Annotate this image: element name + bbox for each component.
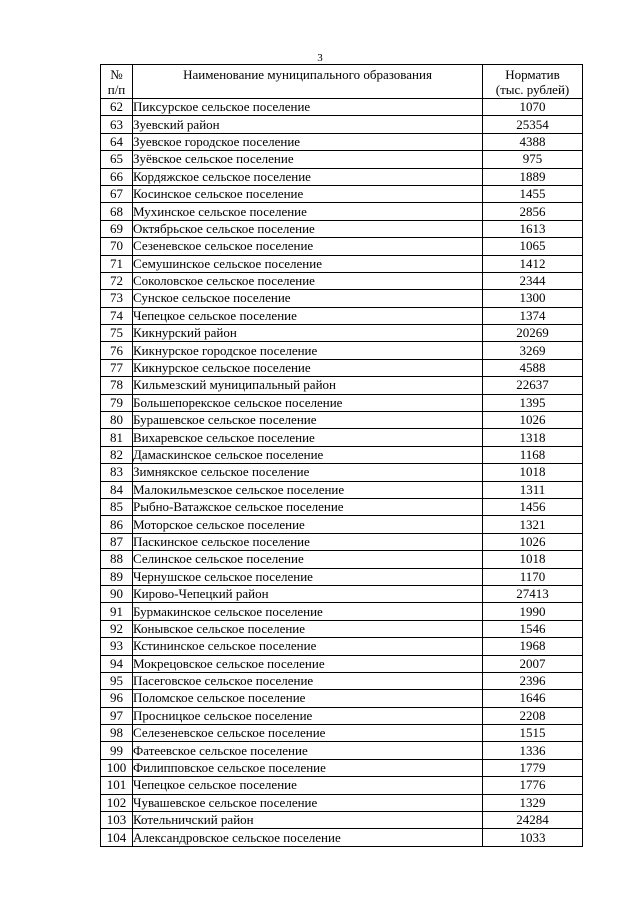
row-number-cell: 98 — [101, 725, 133, 742]
municipality-name-cell: Филипповское сельское поселение — [133, 759, 483, 776]
table-row — [101, 168, 583, 185]
row-number-cell: 91 — [101, 603, 133, 620]
row-number-cell: 82 — [101, 446, 133, 463]
header-value — [483, 65, 583, 99]
municipality-name-cell: Зуёвское сельское поселение — [133, 151, 483, 168]
municipality-name-cell: Зуевский район — [133, 116, 483, 133]
header-value-line1: Норматив — [505, 66, 560, 82]
norm-value-cell: 1026 — [483, 412, 583, 429]
norm-value-cell: 27413 — [483, 585, 583, 602]
municipality-name-cell: Сунское сельское поселение — [133, 290, 483, 307]
table-row — [101, 481, 583, 498]
municipality-name-cell: Кордяжское сельское поселение — [133, 168, 483, 185]
municipality-name-cell: Зуевское городское поселение — [133, 133, 483, 150]
header-number — [101, 65, 133, 99]
row-number-cell: 69 — [101, 220, 133, 237]
table-row — [101, 551, 583, 568]
table-row — [101, 794, 583, 811]
table-body — [101, 99, 583, 847]
row-number-cell: 83 — [101, 464, 133, 481]
table-row — [101, 220, 583, 237]
municipality-name-cell: Чепецкое сельское поселение — [133, 777, 483, 794]
table-row — [101, 777, 583, 794]
norm-value-cell: 975 — [483, 151, 583, 168]
header-number-line1: № — [110, 66, 123, 82]
norm-value-cell: 1395 — [483, 394, 583, 411]
norm-value-cell: 1065 — [483, 238, 583, 255]
row-number-cell: 70 — [101, 238, 133, 255]
table-row — [101, 151, 583, 168]
norm-value-cell: 1318 — [483, 429, 583, 446]
municipality-name-cell: Октябрьское сельское поселение — [133, 220, 483, 237]
table-row — [101, 533, 583, 550]
header-value-line2: (тыс. рублей) — [495, 81, 570, 97]
row-number-cell: 96 — [101, 690, 133, 707]
norm-value-cell: 2344 — [483, 272, 583, 289]
norm-value-cell: 2007 — [483, 655, 583, 672]
norm-value-cell: 1455 — [483, 185, 583, 202]
municipality-name-cell: Малокильмезское сельское поселение — [133, 481, 483, 498]
row-number-cell: 75 — [101, 325, 133, 342]
municipality-name-cell: Чернушское сельское поселение — [133, 568, 483, 585]
table-row — [101, 690, 583, 707]
norm-value-cell: 1033 — [483, 829, 583, 846]
municipality-name-cell: Косинское сельское поселение — [133, 185, 483, 202]
municipality-name-cell: Соколовское сельское поселение — [133, 272, 483, 289]
page-number: 3 — [317, 52, 323, 64]
norm-value-cell: 25354 — [483, 116, 583, 133]
norm-value-cell: 1412 — [483, 255, 583, 272]
norm-value-cell: 1646 — [483, 690, 583, 707]
table-row — [101, 255, 583, 272]
norm-table — [100, 64, 583, 847]
municipality-name-cell: Кикнурский район — [133, 325, 483, 342]
table-row — [101, 133, 583, 150]
header-name-text: Наименование муниципального образования — [183, 67, 432, 82]
table-row — [101, 568, 583, 585]
table-row — [101, 759, 583, 776]
norm-value-cell: 1018 — [483, 551, 583, 568]
municipality-name-cell: Селезеневское сельское поселение — [133, 725, 483, 742]
table-row — [101, 655, 583, 672]
row-number-cell: 85 — [101, 498, 133, 515]
row-number-cell: 63 — [101, 116, 133, 133]
norm-value-cell: 1300 — [483, 290, 583, 307]
row-number-cell: 79 — [101, 394, 133, 411]
municipality-name-cell: Александровское сельское поселение — [133, 829, 483, 846]
municipality-name-cell: Кикнурское городское поселение — [133, 342, 483, 359]
municipality-name-cell: Рыбно-Ватажское сельское поселение — [133, 498, 483, 515]
table-row — [101, 672, 583, 689]
table-row — [101, 290, 583, 307]
norm-value-cell: 1336 — [483, 742, 583, 759]
row-number-cell: 77 — [101, 359, 133, 376]
municipality-name-cell: Бурашевское сельское поселение — [133, 412, 483, 429]
row-number-cell: 89 — [101, 568, 133, 585]
norm-value-cell: 1546 — [483, 620, 583, 637]
municipality-name-cell: Поломское сельское поселение — [133, 690, 483, 707]
row-number-cell: 101 — [101, 777, 133, 794]
norm-value-cell: 1026 — [483, 533, 583, 550]
row-number-cell: 97 — [101, 707, 133, 724]
municipality-name-cell: Моторское сельское поселение — [133, 516, 483, 533]
municipality-name-cell: Кирово-Чепецкий район — [133, 585, 483, 602]
norm-value-cell: 2396 — [483, 672, 583, 689]
norm-value-cell: 1329 — [483, 794, 583, 811]
row-number-cell: 102 — [101, 794, 133, 811]
municipality-name-cell: Чепецкое сельское поселение — [133, 307, 483, 324]
row-number-cell: 73 — [101, 290, 133, 307]
row-number-cell: 90 — [101, 585, 133, 602]
municipality-name-cell: Мокрецовское сельское поселение — [133, 655, 483, 672]
row-number-cell: 76 — [101, 342, 133, 359]
municipality-name-cell: Чувашевское сельское поселение — [133, 794, 483, 811]
row-number-cell: 99 — [101, 742, 133, 759]
norm-value-cell: 1779 — [483, 759, 583, 776]
row-number-cell: 84 — [101, 481, 133, 498]
row-number-cell: 66 — [101, 168, 133, 185]
municipality-name-cell: Просницкое сельское поселение — [133, 707, 483, 724]
table-row — [101, 325, 583, 342]
municipality-name-cell: Вихаревское сельское поселение — [133, 429, 483, 446]
municipality-name-cell: Кикнурское сельское поселение — [133, 359, 483, 376]
municipality-name-cell: Паскинское сельское поселение — [133, 533, 483, 550]
row-number-cell: 62 — [101, 99, 133, 116]
norm-value-cell: 1889 — [483, 168, 583, 185]
municipality-name-cell: Сезеневское сельское поселение — [133, 238, 483, 255]
row-number-cell: 87 — [101, 533, 133, 550]
table-row — [101, 742, 583, 759]
table-row — [101, 377, 583, 394]
table-header-row — [101, 65, 583, 99]
norm-value-cell: 22637 — [483, 377, 583, 394]
row-number-cell: 104 — [101, 829, 133, 846]
norm-value-cell: 4588 — [483, 359, 583, 376]
table-row — [101, 394, 583, 411]
row-number-cell: 67 — [101, 185, 133, 202]
municipality-name-cell: Кстининское сельское поселение — [133, 638, 483, 655]
municipality-name-cell: Зимнякское сельское поселение — [133, 464, 483, 481]
table-row — [101, 185, 583, 202]
norm-value-cell: 1168 — [483, 446, 583, 463]
norm-value-cell: 2208 — [483, 707, 583, 724]
table-row — [101, 725, 583, 742]
norm-value-cell: 3269 — [483, 342, 583, 359]
row-number-cell: 72 — [101, 272, 133, 289]
table-row — [101, 307, 583, 324]
table-row — [101, 342, 583, 359]
table-row — [101, 464, 583, 481]
municipality-name-cell: Большепорекское сельское поселение — [133, 394, 483, 411]
municipality-name-cell: Котельничский район — [133, 812, 483, 829]
table-row — [101, 446, 583, 463]
row-number-cell: 93 — [101, 638, 133, 655]
norm-value-cell: 4388 — [483, 133, 583, 150]
row-number-cell: 92 — [101, 620, 133, 637]
row-number-cell: 71 — [101, 255, 133, 272]
table-row — [101, 585, 583, 602]
municipality-name-cell: Пикcурское сельское поселение — [133, 99, 483, 116]
municipality-name-cell: Дамаскинское сельское поселение — [133, 446, 483, 463]
norm-value-cell: 1018 — [483, 464, 583, 481]
row-number-cell: 68 — [101, 203, 133, 220]
row-number-cell: 95 — [101, 672, 133, 689]
header-number-line2: п/п — [107, 81, 126, 97]
norm-value-cell: 1456 — [483, 498, 583, 515]
header-name — [133, 65, 483, 99]
row-number-cell: 86 — [101, 516, 133, 533]
municipality-name-cell: Мухинское сельское поселение — [133, 203, 483, 220]
row-number-cell: 81 — [101, 429, 133, 446]
norm-value-cell: 1990 — [483, 603, 583, 620]
row-number-cell: 103 — [101, 812, 133, 829]
norm-value-cell: 1374 — [483, 307, 583, 324]
table-row — [101, 498, 583, 515]
norm-value-cell: 1070 — [483, 99, 583, 116]
table-row — [101, 116, 583, 133]
table-row — [101, 707, 583, 724]
table-row — [101, 203, 583, 220]
municipality-name-cell: Пасеговское сельское поселение — [133, 672, 483, 689]
table-row — [101, 620, 583, 637]
table-row — [101, 603, 583, 620]
table-row — [101, 359, 583, 376]
table-row — [101, 272, 583, 289]
municipality-name-cell: Семушинское сельское поселение — [133, 255, 483, 272]
table-row — [101, 516, 583, 533]
table-row — [101, 638, 583, 655]
norm-value-cell: 1968 — [483, 638, 583, 655]
table-row — [101, 429, 583, 446]
row-number-cell: 88 — [101, 551, 133, 568]
norm-value-cell: 1776 — [483, 777, 583, 794]
table-row — [101, 412, 583, 429]
row-number-cell: 64 — [101, 133, 133, 150]
norm-value-cell: 1170 — [483, 568, 583, 585]
municipality-name-cell: Селинское сельское поселение — [133, 551, 483, 568]
norm-value-cell: 20269 — [483, 325, 583, 342]
municipality-name-cell: Кильмезский муниципальный район — [133, 377, 483, 394]
norm-value-cell: 2856 — [483, 203, 583, 220]
table-row — [101, 238, 583, 255]
norm-value-cell: 24284 — [483, 812, 583, 829]
row-number-cell: 74 — [101, 307, 133, 324]
table-row — [101, 829, 583, 846]
row-number-cell: 65 — [101, 151, 133, 168]
row-number-cell: 100 — [101, 759, 133, 776]
municipality-name-cell: Фатеевское сельское поселение — [133, 742, 483, 759]
table-row — [101, 99, 583, 116]
row-number-cell: 80 — [101, 412, 133, 429]
norm-value-cell: 1613 — [483, 220, 583, 237]
table-row — [101, 812, 583, 829]
row-number-cell: 94 — [101, 655, 133, 672]
row-number-cell: 78 — [101, 377, 133, 394]
municipality-name-cell: Бурмакинское сельское поселение — [133, 603, 483, 620]
municipality-name-cell: Конывское сельское поселение — [133, 620, 483, 637]
norm-value-cell: 1321 — [483, 516, 583, 533]
norm-value-cell: 1311 — [483, 481, 583, 498]
norm-value-cell: 1515 — [483, 725, 583, 742]
